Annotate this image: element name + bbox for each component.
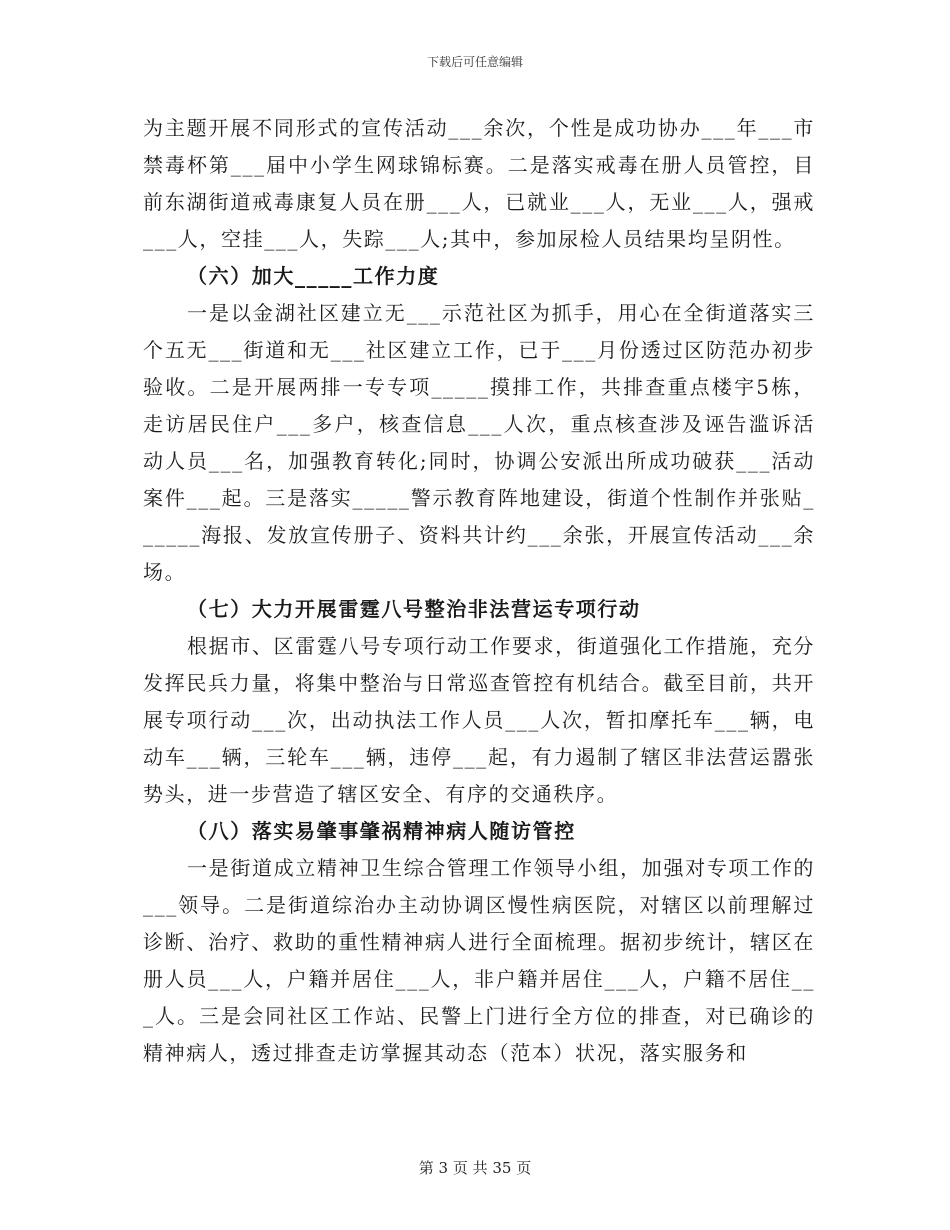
paragraph-3: 根据市、区雷霆八号专项行动工作要求，街道强化工作措施，充分发挥民兵力量，将集中整治与日常巡查管控有机结合。截至目前，共开展专项行动___次，出动执法工作人员___人次，暂扣摩托车___辆，电动车___辆，三轮车___辆，违停___起，有力遏制了辖区非法营运嚣张势头，进一步营造了辖区安全、有序的交通秩序。 [143,634,815,806]
paragraph-4: 一是街道成立精神卫生综合管理工作领导小组，加强对专项工作的___领导。二是街道综治办主动协调区慢性病医院，对辖区以前理解过诊断、治疗、救助的重性精神病人进行全面梳理。据初步统计，辖区在册人员___人，户籍并居住___人，非户籍并居住___人，户籍不居住___人。三是会同社区工作站、民警上门进行全方位的排查，对已确诊的精神病人，透过排查走访掌握其动态（范本）状况，落实服务和 [143,856,815,1065]
document-body [143,110,815,1072]
header-note: 下载后可任意编辑 [426,55,523,69]
section-heading-8: （八）落实易肇事肇祸精神病人随访管控 [187,819,576,843]
paragraph-1: 为主题开展不同形式的宣传活动___余次，个性是成功协办___年___市禁毒杯第___届中小学生网球锦标赛。二是落实戒毒在册人员管控，目前东湖街道戒毒康复人员在册___人，已就业___人，无业___人，强戒___人，空挂___人，失踪___人;其中，参加尿检人员结果均呈阴性。 [143,116,815,251]
section-heading-7: （七）大力开展雷霆八号整治非法营运专项行动 [187,597,641,621]
section-heading-6: （六）加大_____工作力度 [187,264,440,288]
paragraph-2: 一是以金湖社区建立无___示范社区为抓手，用心在全街道落实三个五无___街道和无___社区建立工作，已于___月份透过区防范办初步验收。二是开展两排一专专项_____摸排工作，共排查重点楼宇5栋，走访居民住户___多户，核查信息___人次，重点核查涉及诬告滥诉活动人员___名，加强教育转化;同时，协调公安派出所成功破获___活动案件___起。三是落实_____警示教育阵地建设，街道个性制作并张贴______海报、发放宣传册子、资料共计约___余张，开展宣传活动___余场。 [143,301,815,584]
page-number: 第 3 页 共 35 页 [418,1159,532,1177]
